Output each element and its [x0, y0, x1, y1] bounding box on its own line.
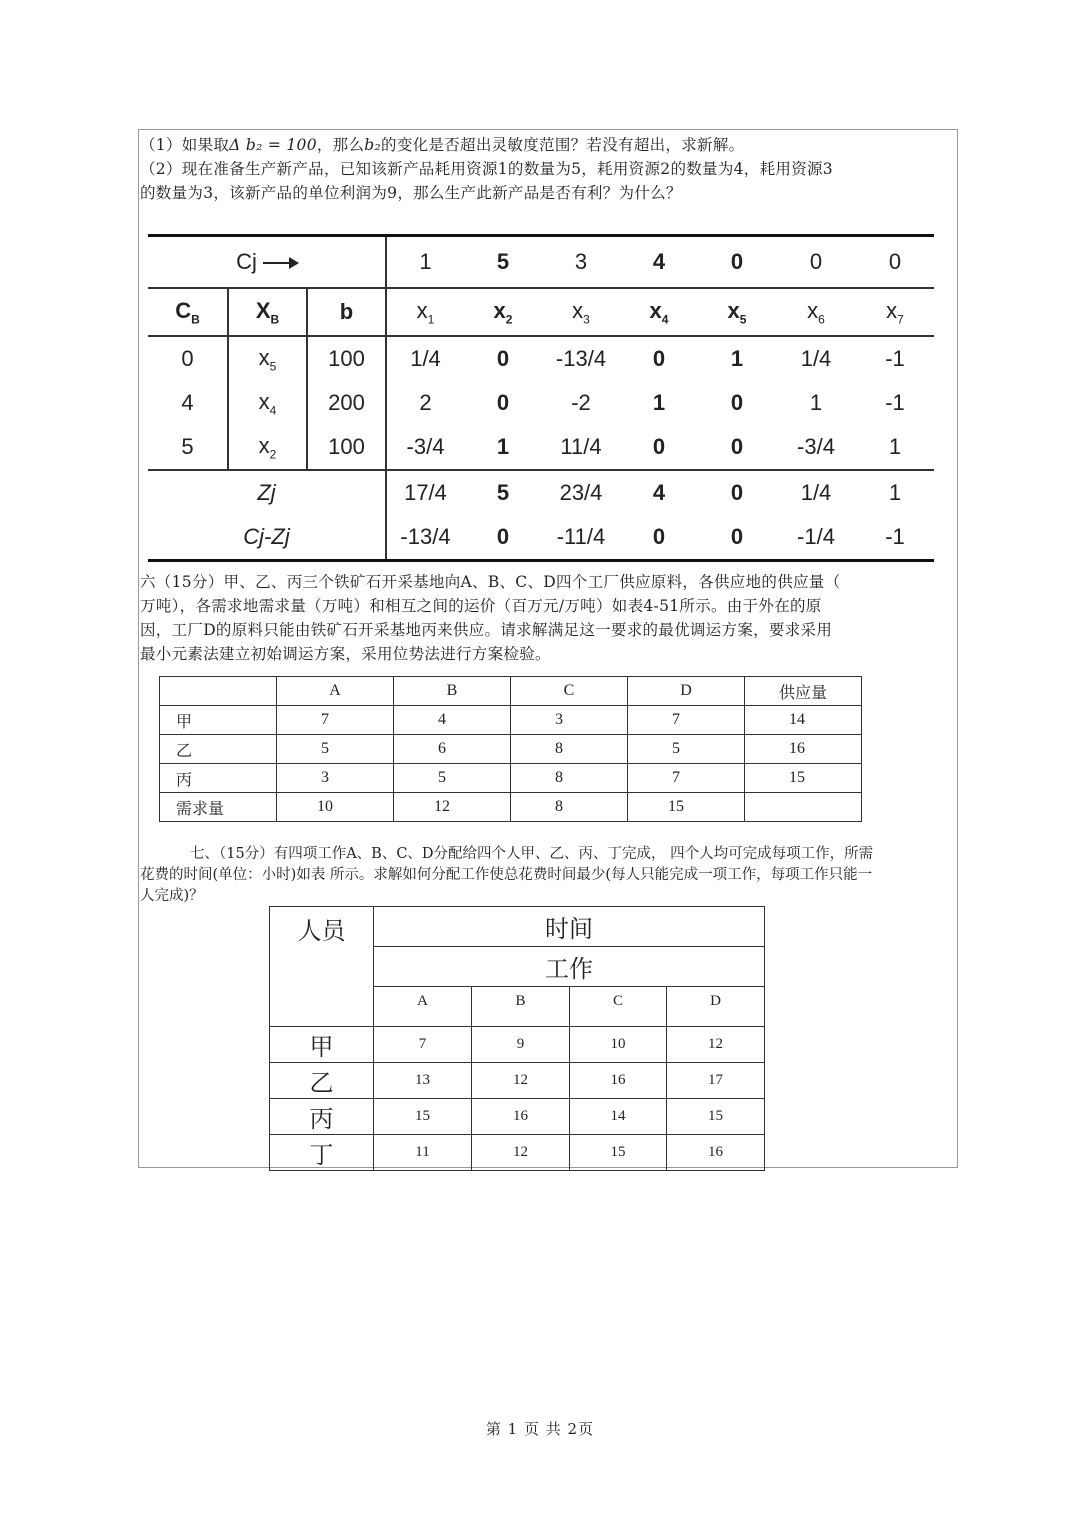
basis-row: 4 $x_4$ 200 2 0 -2 1 0 1 -1: [148, 381, 934, 425]
math-b2: b₂: [364, 136, 382, 154]
cj-value: 0: [856, 236, 934, 289]
basis-row: 0 $x_5$ 100 1/4 0 -13/4 0 1 1/4 -1: [148, 336, 934, 381]
table-row: 甲 7 9 10 12: [270, 1027, 765, 1063]
header-var: $x_5$: [698, 288, 776, 336]
basis-row: 5 $x_2$ 100 -3/4 1 11/4 0 0 -3/4 1: [148, 425, 934, 470]
question-1: （1）如果取Δ b₂ = 100，那么b₂的变化是否超出灵敏度范围？若没有超出，求新解。: [140, 136, 745, 154]
header-cb: $C_B$: [148, 288, 228, 336]
cj-value: 3: [542, 236, 620, 289]
header-b: b: [307, 288, 386, 336]
table-row: 丙 3 5 8 7 15: [160, 764, 862, 793]
cj-value: 5: [464, 236, 542, 289]
cj-row: [148, 236, 934, 289]
header-var: $x_6$: [776, 288, 856, 336]
header-var: $x_1$: [386, 288, 464, 336]
assignment-table: [269, 906, 765, 1171]
table-row: 乙 5 6 8 5 16: [160, 735, 862, 764]
table-row: 丁 11 12 15 16: [270, 1135, 765, 1171]
header-xb: $X_B$: [228, 288, 307, 336]
header-var: $x_3$: [542, 288, 620, 336]
question-2-line-1: （2）现在准备生产新产品，已知该新产品耗用资源1的数量为5，耗用资源2的数量为4，耗用资源3: [140, 160, 833, 178]
table-row: 乙 13 12 16 17: [270, 1063, 765, 1099]
question-2-line-2: 的数量为3，该新产品的单位利润为9，那么生产此新产品是否有利？为什么？: [140, 184, 682, 202]
header-var: $x_4$: [620, 288, 698, 336]
simplex-table: [148, 234, 934, 562]
header-var: $x_2$: [464, 288, 542, 336]
header-var: $x_7$: [856, 288, 934, 336]
cj-value: 1: [386, 236, 464, 289]
header-row: [148, 288, 934, 336]
questions-block: [140, 133, 956, 205]
table-header-row: 工作: [270, 947, 765, 987]
transport-table: [159, 676, 862, 822]
question-7-text: 七、（15分）有四项工作A、B、C、D分配给四个人甲、乙、丙、丁完成， 四个人均可完成每项工作，所需 花费的时间(单位：小时)如表 所示。求解如何分配工作使总花费时间最少(每人只能完成一项工作，每项工作只能一 人完成)？: [140, 846, 874, 904]
cj-value: 0: [698, 236, 776, 289]
table-row: 丙 15 16 14 15: [270, 1099, 765, 1135]
page-footer: 第 1 页 共 2页: [485, 1420, 595, 1438]
table-header-row: A B C D 供应量: [160, 677, 862, 706]
question-6-text: 六（15分）甲、乙、丙三个铁矿石开采基地向A、B、C、D四个工厂供应原料，各供应地的供应量（ 万吨），各需求地需求量（万吨）和相互之间的运价（百万元/万吨）如表4-51所示。由于外在的原 因，工厂D的原料只能由铁矿石开采基地丙来供应。请求解满足这一要求的最优调运方案，要求采用 最小元素法建立初始调运方案，采用位势法进行方案检验。: [140, 573, 841, 663]
cj-label: Cj: [148, 236, 386, 289]
cj-value: 4: [620, 236, 698, 289]
cj-zj-row: Cj-Zj -13/4 0 -11/4 0 0 -1/4 -1: [148, 515, 934, 561]
table-row: 需求量 10 12 8 15: [160, 793, 862, 822]
zj-row: Zj 17/4 5 23/4 4 0 1/4 1: [148, 470, 934, 515]
math-delta-b2: Δ b₂ = 100: [229, 136, 317, 154]
table-header-row: A B C D: [270, 987, 765, 1027]
cj-value: 0: [776, 236, 856, 289]
table-header-row: 人员 时间: [270, 907, 765, 947]
table-row: 甲 7 4 3 7 14: [160, 706, 862, 735]
arrow-right-icon: [263, 262, 297, 264]
